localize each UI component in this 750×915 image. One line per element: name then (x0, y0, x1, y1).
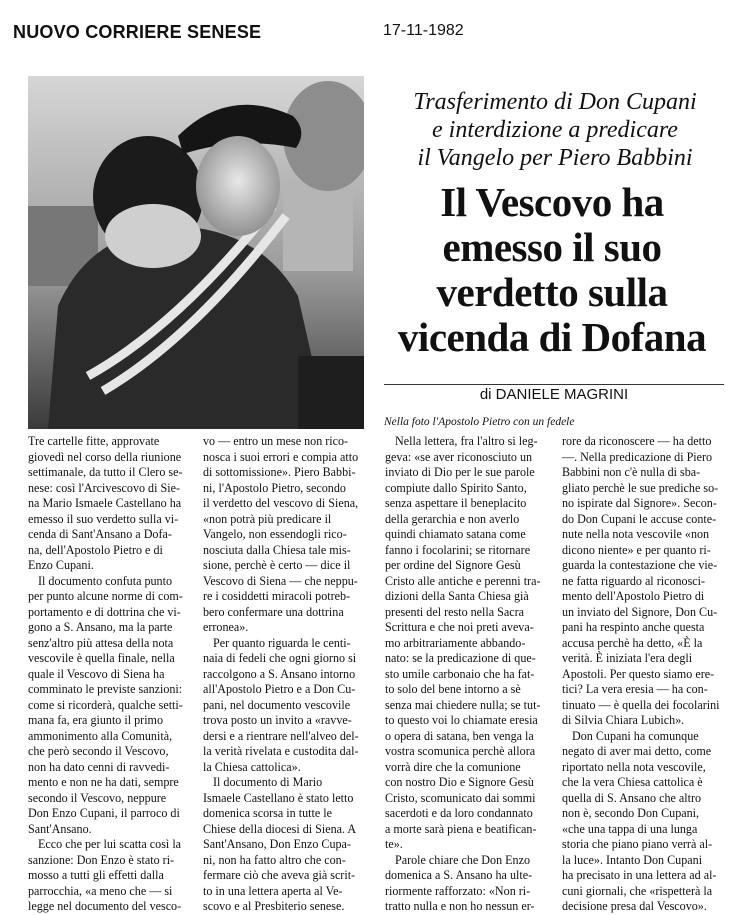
body-text-line: Cristo, scomunicato dai sommi (385, 790, 536, 805)
body-text-line: negato di aver mai detto, come (562, 744, 712, 758)
body-text-line: nute nella nota vescovile «non (562, 527, 710, 541)
kicker-line: e interdizione a predicare (432, 117, 678, 143)
body-text-line: vostra scomunica perchè allora (385, 744, 536, 758)
body-text-line: naia di fedeli che ogni giorno si (203, 651, 357, 665)
body-text-line: riormente rafforzato: «Non ri- (385, 883, 531, 898)
body-text-line: mento dell'Apostolo Pietro di (562, 589, 705, 603)
body-text-line: che però secondo il Vescovo, (28, 744, 169, 758)
body-text-line: domenica scorsa in tutte le (203, 806, 332, 820)
body-text-line: na Mario Ismaele Castellano ha (28, 496, 182, 510)
body-text-line: pani ha respinto anche questa (562, 620, 705, 634)
body-text-line: dizioni della Santa Chiesa già (385, 589, 529, 603)
body-text-line: sto umile carbonaio che ha fat- (385, 666, 535, 681)
body-text-line: non ha dato cenni di ravvedi- (28, 759, 170, 774)
body-text-line: tinuato — è quella dei focolarini (562, 697, 720, 712)
headline-line: vicenda di Dofana (397, 314, 707, 360)
body-text-line: per ordine del Signore Gesù (385, 558, 521, 572)
body-text-line: presenti del resto nella Sacra (385, 604, 525, 619)
text-column-2 (203, 434, 369, 915)
body-text-line: —. Nella predicazione di Piero (562, 449, 713, 464)
body-text-line: guarda la contestazione che vie- (562, 558, 718, 572)
headline-line: verdetto sulla (436, 269, 668, 315)
body-text-line: verità. È iniziata l'era degli (562, 651, 693, 665)
body-text-line: Il documento confuta punto (38, 573, 173, 588)
body-text-line: te». (385, 837, 403, 851)
body-text-line: «che una tappa di una lunga (562, 821, 698, 836)
body-text-line: no ispirate dal Signore». Secon- (562, 496, 717, 510)
body-text-line: la luce». Intanto Don Cupani (562, 852, 703, 867)
body-text-line: sione, perchè è certo — dice il (203, 558, 351, 572)
body-text-line: mo arbitrariamente abbando- (385, 635, 526, 650)
body-text-line: a morte sarà piena e beatifican- (385, 821, 537, 836)
body-text-line: nosca i suoi errori e compia atto (203, 449, 359, 464)
body-text-line: pani, nel documento vescovile (203, 697, 351, 712)
text-column-3 (385, 434, 553, 915)
body-text-line: gono a S. Ansano, ma la parte (28, 620, 173, 634)
body-text-line: dersi e a rientrare nell'alveo del- (203, 728, 359, 743)
body-text-line: Babbini non c'è nulla di sba- (562, 465, 701, 479)
body-text-line: giovedì nel corso della riunione (28, 449, 182, 464)
body-text-line: dicono niente» e per quanto ri- (562, 542, 711, 557)
body-text-line: compiute dallo Spirito Santo, (385, 480, 527, 495)
publication-name: NUOVO CORRIERE SENESE (13, 22, 262, 42)
body-text-line: sanzione: Don Enzo è stato ri- (28, 852, 175, 867)
body-text-line: accusa perchè ha detto, «È la (562, 635, 703, 650)
publication-date: 17-11-1982 (383, 22, 464, 39)
body-text-line: nese: così l'Arcivescovo di Sie- (28, 480, 180, 495)
body-text-line: vo — entro un mese non rico- (203, 434, 349, 448)
body-text-line: mana fa, era giunto il primo (28, 713, 164, 727)
body-text-line: Per quanto riguarda le centi- (213, 635, 351, 650)
body-text-line: di sottomissione». Piero Babbi- (203, 465, 356, 479)
body-text-line: parrocchia, «a meno che — si (28, 883, 173, 898)
headline-line: Il Vescovo ha (440, 179, 664, 225)
body-text-line: «non potrà più predicare il (203, 511, 332, 526)
body-text-line: nato: se la predicazione di que- (385, 651, 536, 665)
kicker-line: Trasferimento di Don Cupani (413, 89, 697, 115)
body-text-line: mosso a tutti gli effetti dalla (28, 868, 164, 882)
body-text-line: Vangelo, non essendogli rico- (203, 527, 347, 541)
body-text-line: ne fatta riguardo al riconosci- (562, 573, 706, 588)
body-text-line: senz'altro più attesa della nota (28, 635, 174, 650)
body-text-line: Nella lettera, fra l'altro si leg- (395, 434, 538, 448)
body-text-line: il verdetto del vescovo di Siena, (203, 496, 359, 510)
body-text-line: Chiese della diocesi di Siena. A (203, 821, 357, 836)
body-text-line: fanno i focolarini; se ritornare (385, 542, 531, 557)
body-text-line: bero confermare una dottrina (203, 604, 344, 619)
body-text-line: vescovile è quella finale, nella (28, 651, 175, 665)
photo-image (28, 76, 364, 429)
body-text-line: decisione presa dal Vescovo». (562, 899, 707, 913)
body-text-line: senza mai chiedere nulla; se tut- (385, 697, 541, 712)
body-text-line: to in una lettera aperta al Ve- (203, 883, 343, 898)
body-text-line: tratto nulla e non ho nessun er- (385, 899, 535, 913)
body-text-line: come si ricorderà, qualche setti- (28, 697, 183, 712)
body-text-line: tici? La vera eresia — ha con- (562, 682, 708, 696)
text-column-1 (28, 434, 191, 915)
body-text-line: quella di S. Ansano che altro (562, 790, 702, 805)
body-text-line: Cristo alle antiche e perenni tra- (385, 573, 541, 588)
body-text-line: per punto alcune norme di com- (28, 589, 183, 603)
body-text-line: Ismaele Castellano è stato letto (203, 790, 354, 805)
body-text-line: storia che piano piano verrà al- (562, 837, 713, 851)
body-text-line: inviato di Dio per le sue parole (385, 465, 535, 479)
text-column-4 (562, 434, 730, 915)
body-text-line: portamento e di dottrina che vi- (28, 604, 181, 619)
body-text-line: cenda di Sant'Ansano a Dofa- (28, 527, 172, 541)
body-text-line: all'Apostolo Pietro e a Don Cu- (203, 682, 356, 696)
body-text-line: ni, l'Apostolo Pietro, secondo (203, 480, 346, 495)
body-text-line: la verità rivelata e custodita dal- (203, 744, 359, 758)
body-text-line: o opera di satana, ben venga la (385, 728, 534, 743)
article-kicker (380, 88, 730, 172)
body-text-line: vorrà dire che la comunione (385, 759, 521, 774)
body-text-line: re i cosiddetti miracoli potreb- (203, 589, 351, 603)
body-text-line: la Chiesa cattolica». (203, 759, 301, 774)
body-text-line: riportato nella nota vescovile, (562, 759, 706, 774)
body-text-line: do Don Cupani le accuse conte- (562, 511, 717, 526)
body-text-line: Don Enzo Cupani, il parroco di (28, 806, 180, 820)
headline-line: emesso il suo (442, 224, 662, 270)
byline-divider (384, 384, 724, 385)
body-text-line: Scrittura e che noi preti aveva- (385, 620, 534, 634)
body-text-line: scovo e al Presbiterio senese. (203, 899, 345, 913)
body-text-line: gliato perchè le sue prediche so- (562, 480, 719, 495)
article-byline: di DANIELE MAGRINI (479, 386, 629, 403)
body-text-line: erronea». (203, 620, 249, 634)
body-text-line: Parole chiare che Don Enzo (395, 852, 530, 867)
body-text-line: comminato le previste sanzioni: (28, 682, 183, 696)
photo-caption: Nella foto l'Apostolo Pietro con un fedele (384, 416, 575, 428)
body-text-line: con nostro Dio e Signore Gesù (385, 775, 534, 789)
body-text-line: trova posto un invito a «ravve- (203, 713, 352, 727)
body-text-line: di Silvia Chiara Lubich». (562, 713, 685, 727)
body-text-line: cuni giornali, che «rispetterà la (562, 883, 713, 898)
body-text-line: ni, non ha fatto altro che con- (203, 852, 346, 867)
body-text-line: senza aspettare il beneplacito (385, 496, 527, 510)
body-text-line: sacerdoti e da loro condannato (385, 806, 533, 820)
body-text-line: emesso il suo verdetto sulla vi- (28, 511, 179, 526)
body-text-line: Apostoli. Per questo siamo ere- (562, 666, 715, 681)
body-text-line: ha precisato in una lettera ad al- (562, 868, 717, 882)
body-text-line: nosciuta dalla Chiesa tale mis- (203, 542, 351, 557)
body-text-line: rore da riconoscere — ha detto (562, 434, 712, 448)
body-text-line: settimanale, da tutto il Clero se- (28, 465, 183, 479)
body-text-line: legge nel documento del vesco- (28, 899, 182, 913)
body-text-line: Tre cartelle fitte, approvate (28, 434, 160, 448)
article-photo (28, 76, 364, 429)
kicker-line: il Vangelo per Piero Babbini (417, 145, 693, 171)
body-text-line: na, dell'Apostolo Pietro e di (28, 542, 163, 557)
body-text-line: mento e non ne ha dati, sempre (28, 775, 179, 789)
body-text-line: to questo voi lo chiamate eresia (385, 713, 538, 727)
body-text-line: to solo del bene intorno a sè (385, 682, 521, 696)
body-text-line: Il documento di Mario (213, 775, 323, 789)
body-text-line: Don Cupani ha comunque (572, 728, 699, 743)
body-text-line: Enzo Cupani. (28, 558, 94, 572)
body-text-line: geva: «se aver riconosciuto un (385, 449, 533, 464)
body-text-line: un inviato del Signore, Don Cu- (562, 604, 718, 619)
body-text-line: Ecco che per lui scatta così la (38, 837, 182, 851)
body-text-line: Sant'Ansano. (28, 821, 92, 836)
body-text-line: fermare ciò che aveva già scrit- (203, 868, 356, 882)
body-text-line: ammonimento alla Comunità, (28, 728, 173, 743)
body-text-line: secondo il Vescovo, neppure (28, 790, 167, 805)
body-text-line: non è, secondo Don Cupani, (562, 806, 700, 820)
body-text-line: domenica a S. Ansano ha ulte- (385, 868, 533, 882)
body-text-line: raccolgono a S. Ansano intorno (203, 666, 356, 681)
body-text-line: quale il Vescovo di Siena ha (28, 666, 165, 681)
body-text-line: Vescovo di Siena — che neppu- (203, 573, 358, 588)
article-headline (376, 180, 728, 360)
body-text-line: che la vera Chiesa cattolica è (562, 775, 703, 789)
body-text-line: della gerarchia e non averlo (385, 511, 520, 526)
body-text-line: quindi chiamato satana come (385, 527, 526, 541)
body-text-line: Sant'Ansano, Don Enzo Cupa- (203, 837, 351, 851)
